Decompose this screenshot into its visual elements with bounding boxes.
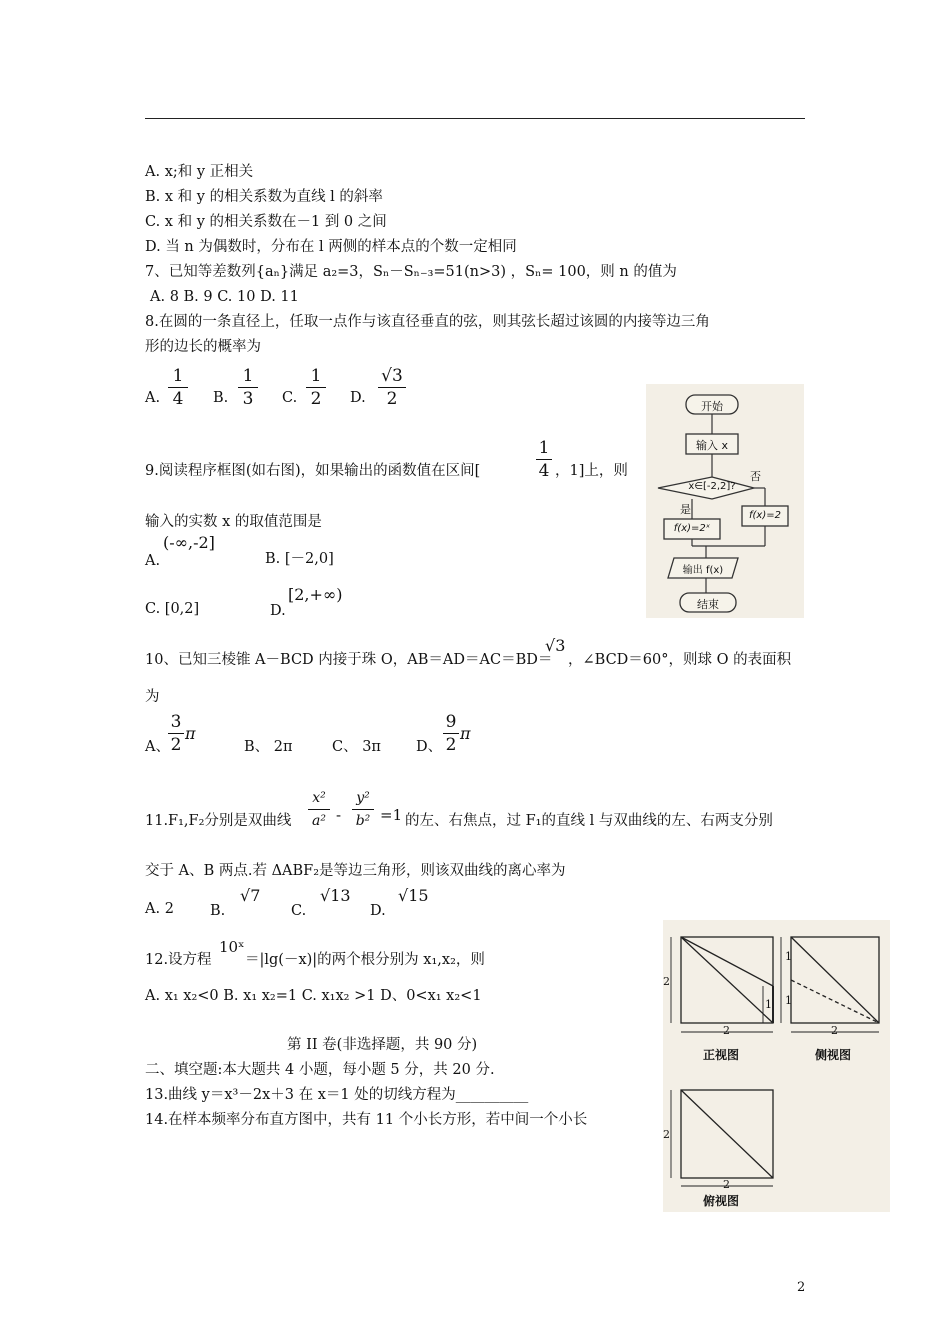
- q10-option-b: B、 2π: [244, 739, 293, 755]
- side-view-width-dim: 2: [831, 1024, 838, 1037]
- top-view-caption: 俯视图: [703, 1194, 740, 1208]
- flowchart-no-label: 否: [750, 470, 761, 483]
- q11-fraction-x: x² a²: [308, 788, 330, 831]
- q11-option-d-value: √15: [398, 886, 429, 905]
- q12-power: 10ˣ: [219, 938, 245, 956]
- q8-option-d-label: D.: [350, 390, 366, 406]
- three-view-svg: [663, 920, 890, 1212]
- q11-fraction-y: y² b²: [352, 788, 374, 831]
- q12-options: A. x₁ x₂<0 B. x₁ x₂=1 C. x₁x₂ >1 D、0<x₁ x₂<1: [145, 988, 482, 1004]
- q11-text-a: 11.F₁,F₂分别是双曲线: [145, 813, 292, 829]
- q10-text-b: ，∠BCD＝60°，则球 O 的表面积: [568, 652, 792, 668]
- q9-line2: 输入的实数 x 的取值范围是: [145, 514, 322, 530]
- q7-text: 7、已知等差数列{aₙ}满足 a₂=3，Sₙ－Sₙ₋₃=51(n>3) ，Sₙ= 100，则 n 的值为: [145, 264, 677, 280]
- part2-section-heading: 二、填空题:本大题共 4 小题，每小题 5 分，共 20 分.: [145, 1062, 495, 1078]
- flowchart-figure: [646, 384, 804, 618]
- flowchart-decision-label: x∈[-2,2]?: [688, 481, 736, 492]
- flowchart-left-box-label: f(x)=2ˣ: [673, 523, 711, 534]
- q10-fraction-d: 9 2: [443, 712, 459, 755]
- q8-fraction-c: 1 2: [306, 366, 326, 409]
- side-view-lower-dim: 1: [785, 994, 792, 1007]
- side-view-upper-dim: 1: [785, 950, 792, 963]
- q11-line2: 交于 A、B 两点.若 ΔABF₂是等边三角形，则该双曲线的离心率为: [145, 863, 566, 879]
- q8-option-c-label: C.: [282, 390, 298, 406]
- flowchart-right-box-label: f(x)=2: [749, 510, 781, 521]
- q10-line2: 为: [145, 689, 160, 705]
- q9-option-b: B. [－2,0]: [265, 551, 334, 567]
- q7-options: A. 8 B. 9 C. 10 D. 11: [150, 289, 299, 305]
- q8-fraction-d: √3 2: [378, 366, 406, 409]
- header-rule: [145, 118, 805, 119]
- q11-option-b-value: √7: [240, 886, 261, 905]
- q6-option-d: D. 当 n 为偶数时，分布在 l 两侧的样本点的个数一定相同: [145, 239, 517, 255]
- flowchart-end-label: 结束: [697, 598, 719, 611]
- front-view-small-dim: 1: [765, 998, 772, 1011]
- q6-option-a: A. x;和 y 正相关: [145, 164, 254, 180]
- q13-text: 13.曲线 y＝x³－2x＋3 在 x＝1 处的切线方程为__________: [145, 1087, 529, 1103]
- q9-option-a-label: A.: [145, 553, 161, 569]
- q8-option-a-label: A.: [145, 390, 161, 406]
- q11-minus: -: [336, 806, 342, 824]
- flowchart-output-label: 输出 f(x): [682, 565, 724, 576]
- q10-fraction-a: 3 2: [168, 712, 184, 755]
- flowchart-yes-label: 是: [680, 503, 691, 516]
- side-view-caption: 侧视图: [815, 1048, 852, 1062]
- page-number: 2: [797, 1280, 806, 1295]
- q8-line1: 8.在圆的一条直径上，任取一点作与该直径垂直的弦，则其弦长超过该圆的内接等边三角: [145, 314, 710, 330]
- q9-text-a: 9.阅读程序框图(如右图)，如果输出的函数值在区间[: [145, 463, 481, 479]
- q6-option-b: B. x 和 y 的相关系数为直线 l 的斜率: [145, 189, 383, 205]
- q10-option-a-pi: π: [185, 724, 196, 743]
- flowchart-start-label: 开始: [701, 400, 723, 413]
- top-view-width-dim: 2: [723, 1178, 730, 1191]
- q10-text-a: 10、已知三棱锥 A－BCD 内接于珠 O，AB＝AD＝AC＝BD＝: [145, 652, 553, 668]
- q11-option-d-label: D.: [370, 903, 386, 919]
- q8-option-b-label: B.: [213, 390, 229, 406]
- q9-option-c: C. [0,2]: [145, 601, 200, 617]
- front-view-caption: 正视图: [703, 1048, 740, 1062]
- q10-option-d-pi: π: [460, 724, 471, 743]
- q12-text-a: 12.设方程: [145, 952, 212, 968]
- q10-sqrt3: √3: [545, 636, 566, 655]
- q9-text-b: ，1]上，则: [555, 463, 628, 479]
- q6-option-c: C. x 和 y 的相关系数在－1 到 0 之间: [145, 214, 387, 230]
- q11-option-c-label: C.: [291, 903, 307, 919]
- front-view-width-dim: 2: [723, 1024, 730, 1037]
- q11-option-c-value: √13: [320, 886, 351, 905]
- top-view-height-dim: 2: [663, 1128, 670, 1141]
- q12-text-b: ＝|lg(－x)|的两个根分别为 x₁,x₂，则: [245, 952, 485, 968]
- q11-option-b-label: B.: [210, 903, 226, 919]
- q10-option-a-label: A、: [145, 739, 170, 755]
- three-view-figure: [663, 920, 890, 1212]
- q8-fraction-b: 1 3: [238, 366, 258, 409]
- q14-text: 14.在样本频率分布直方图中，共有 11 个小长方形，若中间一个小长: [145, 1112, 588, 1128]
- q11-equals-one: =1: [380, 806, 403, 824]
- q8-line2: 形的边长的概率为: [145, 339, 261, 355]
- q9-option-a-value: (-∞,-2]: [163, 533, 215, 552]
- front-view-height-dim: 2: [663, 975, 670, 988]
- q11-option-a: A. 2: [145, 901, 174, 917]
- q9-interval-fraction: 1 4: [536, 438, 552, 481]
- q8-fraction-a: 1 4: [168, 366, 188, 409]
- q10-option-c: C、 3π: [332, 739, 381, 755]
- flowchart-input-label: 输入 x: [695, 439, 728, 452]
- q9-option-d-label: D.: [270, 603, 286, 619]
- q11-text-b: 的左、右焦点，过 F₁的直线 l 与双曲线的左、右两支分别: [405, 813, 773, 829]
- flowchart-svg: [646, 384, 804, 618]
- q9-option-d-value: [2,+∞): [288, 585, 343, 604]
- part2-title: 第 II 卷(非选择题，共 90 分): [287, 1037, 478, 1053]
- q10-option-d-label: D、: [416, 739, 443, 755]
